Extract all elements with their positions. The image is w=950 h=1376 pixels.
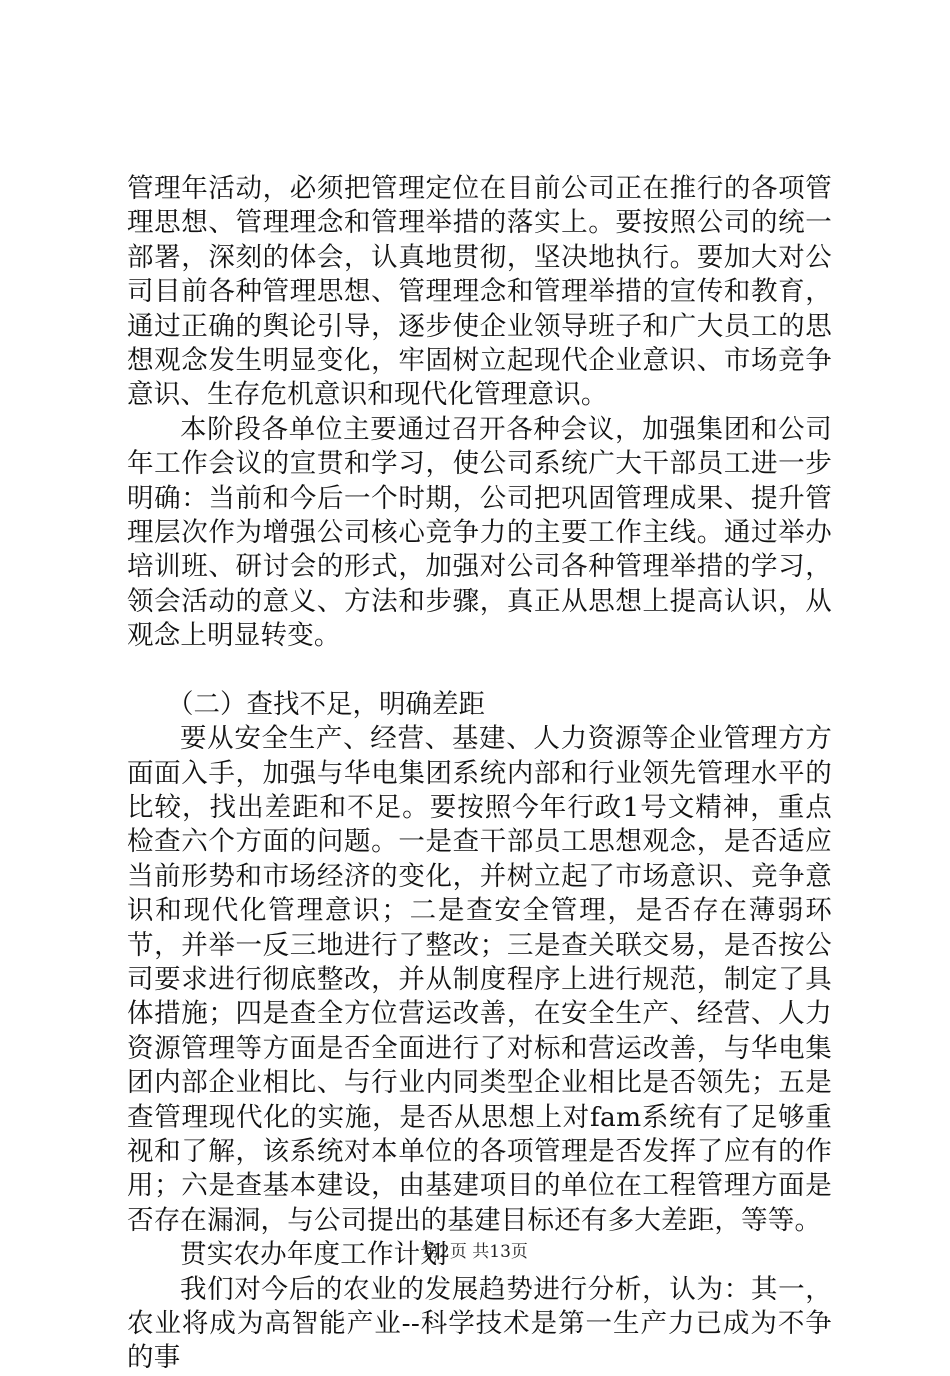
section-heading-find-gaps: （二）查找不足，明确差距 <box>167 688 485 720</box>
paragraph-current-stage: 本阶段各单位主要通过召开各种会议，加强集团和公司年工作会议的宣贯和学习，使公司系统广大干部员工进一步明确：当前和今后一个时期，公司把巩固管理成果、提升管理层次作为增强公司核心竞争力的主要工作主线。通过举办培训班、研讨会的形式，加强对公司各种管理举措的学习，领会活动的意义、方法和步骤，真正从思想上提高认识，从观念上明显转变。 <box>127 413 832 652</box>
paragraph-management-year: 管理年活动，必须把管理定位在目前公司正在推行的各项管理思想、管理理念和管理举措的落实上。要按照公司的统一部署，深刻的体会，认真地贯彻，坚决地执行。要加大对公司目前各种管理思想、管理理念和管理举措的宣传和教育，通过正确的舆论引导，逐步使企业领导班子和广大员工的思想观念发生明显变化，牢固树立起现代企业意识、市场竞争意识、生存危机意识和现代化管理意识。 <box>127 173 832 411</box>
document-body <box>127 172 832 1376</box>
paragraph-six-checks: 要从安全生产、经营、基建、人力资源等企业管理方方面面入手，加强与华电集团系统内部和行业领先管理水平的比较，找出差距和不足。要按照今年行政1号文精神，重点检查六个方面的问题。一是查干部员工思想观念，是否适应当前形势和市场经济的变化，并树立起了市场意识、竞争意识和现代化管理意识；二是查安全管理，是否存在薄弱环节，并举一反三地进行了整改；三是查关联交易，是否按公司要求进行彻底整改，并从制度程序上进行规范，制定了具体措施；四是查全方位营运改善，在安全生产、经营、人力资源管理等方面是否全面进行了对标和营运改善，与华电集团内部企业相比、与行业内同类型企业相比是否领先；五是查管理现代化的实施，是否从思想上对fam系统有了足够重视和了解，该系统对本单位的各项管理是否发挥了应有的作用；六是查基本建设，由基建项目的单位在工程管理方面是否存在漏洞，与公司提出的基建目标还有多大差距，等等。 <box>127 723 832 1236</box>
paragraph-agriculture-trend: 我们对今后的农业的发展趋势进行分析，认为：其一，农业将成为高智能产业--科学技术是第一生产力已成为不争的事 <box>127 1273 832 1374</box>
paragraph-work-plan-title: 贯实农办年度工作计划 <box>180 1239 447 1271</box>
page-number-footer: 第2页 共13页 <box>422 1242 528 1262</box>
